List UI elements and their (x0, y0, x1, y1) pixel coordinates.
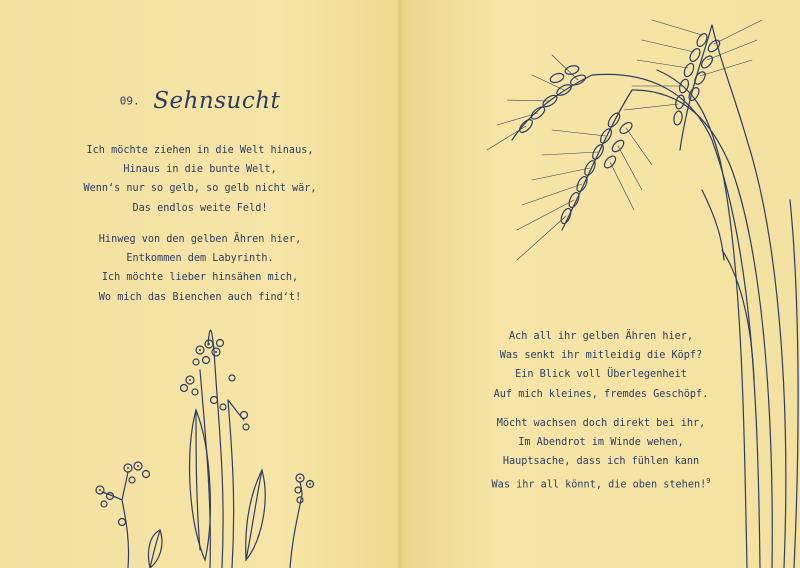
verse-line (402, 472, 800, 495)
verse-line: Möcht wachsen doch direkt bei ihr, (496, 418, 706, 429)
verse-line: Ich möchte ziehen in die Welt hinaus, (86, 145, 314, 156)
verse-text: Was ihr all könnt, die oben stehen! (491, 479, 707, 490)
verse-line: Wo mich das Bienchen auch find‘t! (98, 291, 302, 303)
right-stanza-1 (402, 327, 800, 404)
verse-line: Entkommen dem Labyrinth. (126, 253, 274, 265)
footnote-marker: 9 (706, 476, 711, 485)
verse-line: Ich möchte lieber hinsähen mich, (101, 272, 299, 284)
right-stanza-2 (402, 414, 800, 494)
verse-line: Was senkt ihr mitleidig die Köpf? (499, 350, 703, 362)
verse-line: Hinaus in die bunte Welt, (123, 164, 277, 176)
verse-line: Ein Blick voll Überlegenheit (515, 369, 687, 381)
verse-line: Ach all ihr gelben Ähren hier, (508, 331, 693, 342)
verse-line: Wenn‘s nur so gelb, so gelb nicht wär, (83, 183, 317, 195)
poem-number: 09. (119, 94, 140, 108)
verse-line: Das endlos weite Feld! (132, 202, 268, 214)
verse-line: Hinweg von den gelben Ähren hier, (98, 234, 302, 245)
verse-line: Im Abendrot im Winde wehen, (518, 437, 684, 449)
verse-line: Auf mich kleines, fremdes Geschöpf. (493, 388, 709, 400)
poem-name: Sehnsucht (153, 88, 281, 114)
right-page (402, 0, 800, 568)
verse-line: Hauptsache, dass ich fühlen kann (502, 456, 700, 468)
